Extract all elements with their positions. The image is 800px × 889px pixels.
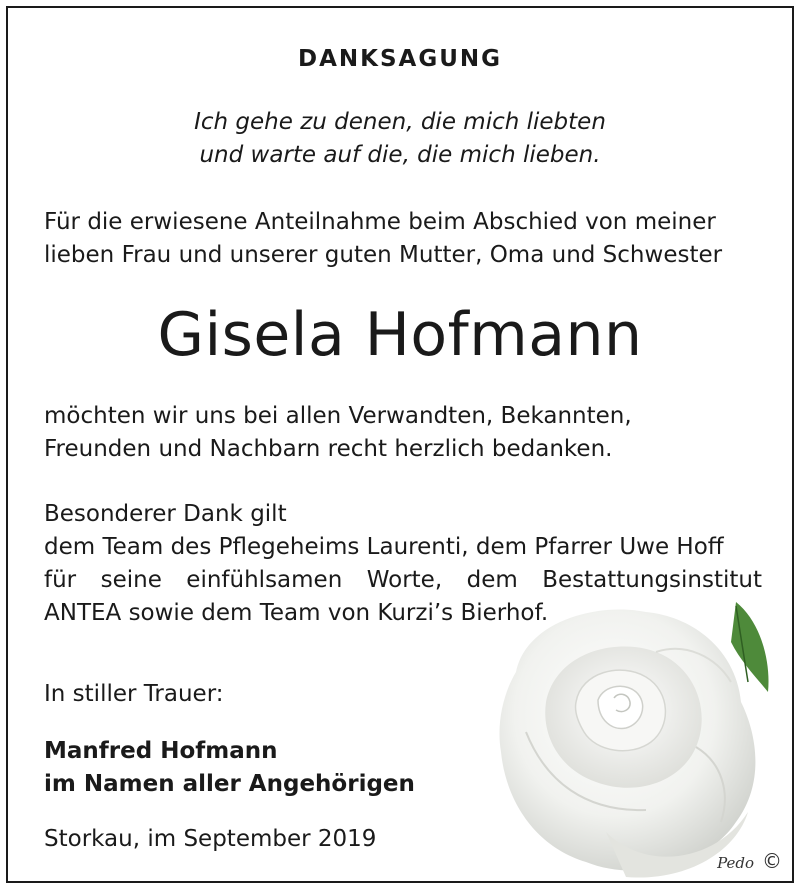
copyright-icon: ©	[762, 849, 782, 873]
mourning-label: In stiller Trauer:	[44, 681, 224, 707]
signatories	[44, 735, 415, 801]
poem-line: Ich gehe zu denen, die mich liebten	[194, 109, 606, 135]
place-date: Storkau, im September 2019	[44, 826, 377, 852]
intro-line: lieben Frau und unserer guten Mutter, Oma und Schwester	[44, 242, 723, 268]
thanks-line: Freunden und Nachbarn recht herzlich bedanken.	[44, 436, 613, 462]
poem-quote	[8, 106, 792, 172]
intro-text	[44, 206, 764, 272]
special-thanks-line: Besonderer Dank gilt	[44, 501, 287, 527]
special-thanks-line: für seine einfühlsamen Worte, dem Bestattungsinstitut	[44, 567, 762, 593]
signatory-line: im Namen aller Angehörigen	[44, 771, 415, 797]
credit-signature: Pedo	[717, 854, 754, 872]
deceased-name: Gisela Hofmann	[157, 300, 643, 370]
poem-line: und warte auf die, die mich lieben.	[199, 142, 601, 168]
special-thanks-line: dem Team des Pflegeheims Laurenti, dem Pfarrer Uwe Hoff	[44, 534, 724, 560]
thanks-line: möchten wir uns bei allen Verwandten, Bekannten,	[44, 403, 632, 429]
obituary-card	[6, 6, 794, 883]
heading: DANKSAGUNG	[297, 46, 502, 72]
special-thanks-text	[44, 498, 762, 630]
special-thanks-line: ANTEA sowie dem Team von Kurzi’s Bierhof.	[44, 600, 549, 626]
thanks-text	[44, 400, 764, 466]
intro-line: Für die erwiesene Anteilnahme beim Abschied von meiner	[44, 209, 716, 235]
image-credit	[717, 849, 782, 873]
signatory-line: Manfred Hofmann	[44, 738, 278, 764]
